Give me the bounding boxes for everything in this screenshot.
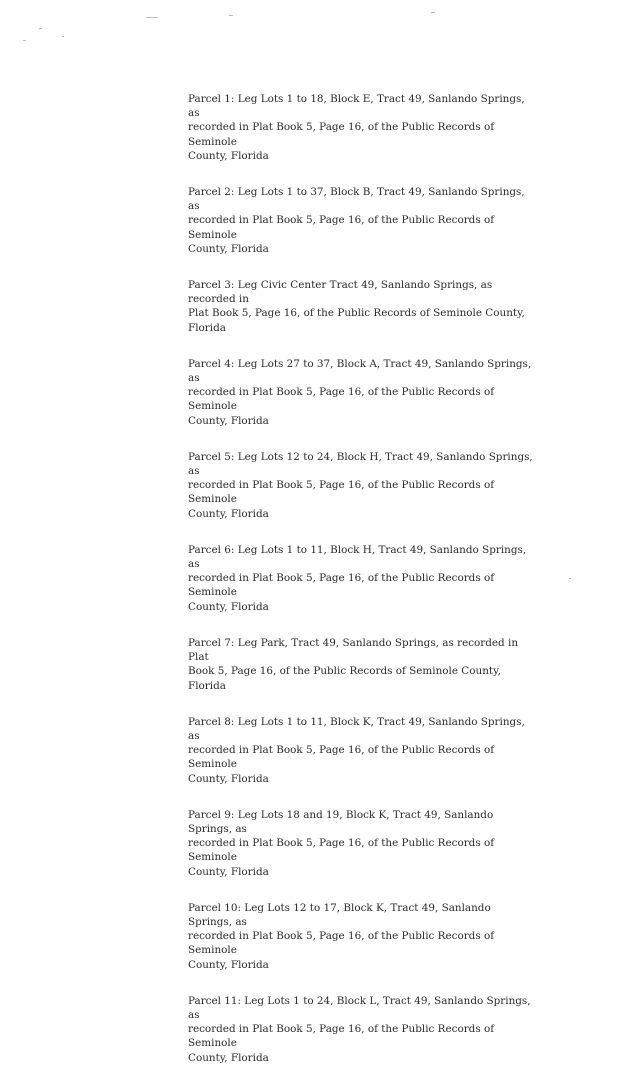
scan-speck [39, 28, 42, 29]
parcel-line: County, Florida [188, 600, 269, 613]
parcel-line: recorded in Plat Book 5, Page 16, of the Public Records of Seminole [188, 837, 495, 864]
parcel-line: County, Florida [188, 958, 269, 971]
parcel-list [188, 92, 536, 1087]
parcel-11 [188, 994, 536, 1065]
parcel-line: Parcel 9: Leg Lots 18 and 19, Block K, Tract 49, Sanlando Springs, as [188, 808, 494, 835]
parcel-line: Parcel 8: Leg Lots 1 to 11, Block K, Tract 49, Sanlando Springs, as [188, 715, 525, 742]
parcel-line: recorded in Plat Book 5, Page 16, of the Public Records of Seminole [188, 1023, 495, 1050]
scan-speck [431, 12, 435, 13]
parcel-line: Parcel 4: Leg Lots 27 to 37, Block A, Tract 49, Sanlando Springs, as [188, 357, 532, 385]
parcel-line: Parcel 3: Leg Civic Center Tract 49, Sanlando Springs, as recorded in [188, 279, 493, 306]
parcel-line: Parcel 10: Leg Lots 12 to 17, Block K, Tract 49, Sanlando Springs, as [188, 901, 491, 928]
parcel-line: Parcel 11: Leg Lots 1 to 24, Block L, Tract 49, Sanlando Springs, as [188, 994, 531, 1021]
parcel-line: County, Florida [188, 242, 269, 255]
parcel-line: recorded in Plat Book 5, Page 16, of the Public Records of Seminole [188, 386, 495, 413]
scan-speck [62, 36, 64, 37]
parcel-6 [188, 543, 536, 614]
parcel-line: recorded in Plat Book 5, Page 16, of the Public Records of Seminole [188, 572, 495, 599]
parcel-10 [188, 901, 536, 972]
parcel-line: Parcel 7: Leg Park, Tract 49, Sanlando Springs, as recorded in Plat [188, 636, 519, 664]
scan-speck [23, 40, 26, 41]
parcel-9 [188, 808, 536, 879]
scan-speck [146, 17, 158, 18]
parcel-line: County, Florida [188, 865, 269, 878]
parcel-line: Parcel 2: Leg Lots 1 to 37, Block B, Tract 49, Sanlando Springs, as [188, 186, 525, 213]
parcel-line: recorded in Plat Book 5, Page 16, of the Public Records of Seminole [188, 214, 495, 241]
parcel-2 [188, 185, 536, 256]
parcel-line: Parcel 1: Leg Lots 1 to 18, Block E, Tract 49, Sanlando Springs, as [188, 93, 525, 120]
parcel-1 [188, 92, 536, 163]
parcel-line: Parcel 6: Leg Lots 1 to 11, Block H, Tract 49, Sanlando Springs, as [188, 543, 527, 571]
parcel-line: recorded in Plat Book 5, Page 16, of the Public Records of Seminole [188, 744, 495, 771]
parcel-line: recorded in Plat Book 5, Page 16, of the Public Records of Seminole [188, 121, 495, 148]
parcel-line: recorded in Plat Book 5, Page 16, of the Public Records of Seminole [188, 930, 495, 957]
parcel-8 [188, 715, 536, 786]
scan-speck [569, 578, 571, 579]
parcel-line: Parcel 5: Leg Lots 12 to 24, Block H, Tract 49, Sanlando Springs, as [188, 450, 533, 478]
parcel-3 [188, 278, 536, 335]
parcel-line: County, Florida [188, 772, 269, 785]
parcel-line: County, Florida [188, 1051, 269, 1064]
parcel-line: Florida [188, 321, 226, 334]
parcel-line: Plat Book 5, Page 16, of the Public Records of Seminole County, [188, 307, 525, 320]
parcel-5 [188, 450, 536, 521]
parcel-line: Book 5, Page 16, of the Public Records of Seminole County, Florida [188, 665, 501, 692]
parcel-line: County, Florida [188, 507, 269, 520]
parcel-line: County, Florida [188, 414, 269, 427]
parcel-line: County, Florida [188, 149, 269, 162]
scan-speck [229, 15, 233, 16]
parcel-4 [188, 357, 536, 428]
parcel-line: recorded in Plat Book 5, Page 16, of the Public Records of Seminole [188, 479, 495, 506]
parcel-7 [188, 636, 536, 693]
